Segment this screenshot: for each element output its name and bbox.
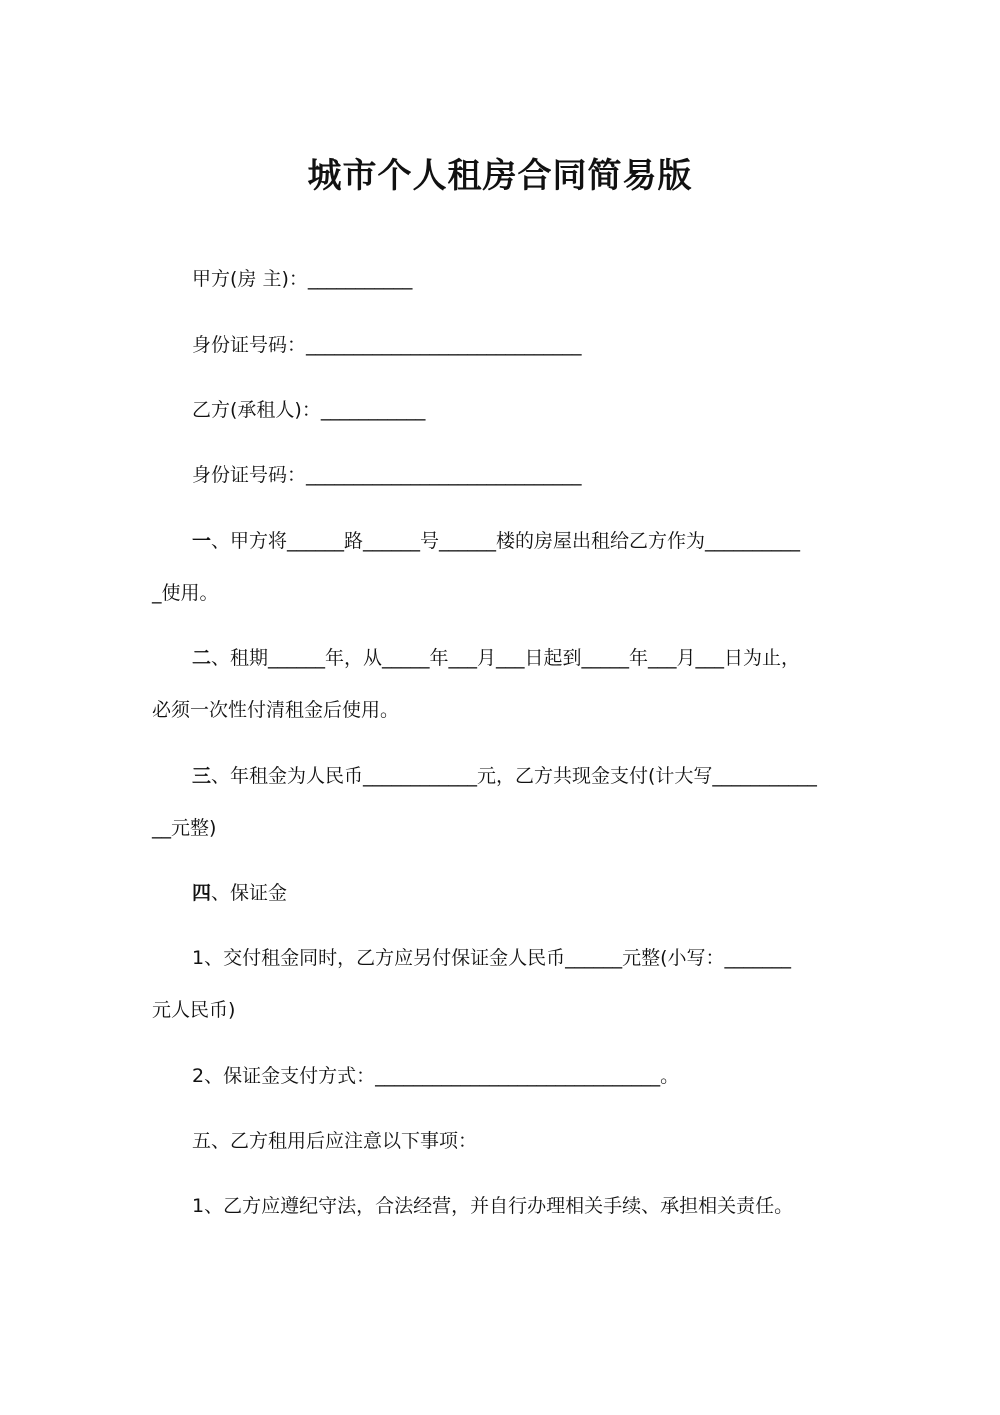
clause-3-line-1: [192, 763, 817, 789]
document-title: 城市个人租房合同简易版: [307, 156, 693, 196]
clause-4-heading: [192, 880, 287, 906]
clause-3-text: 、年租金为人民币____________元，乙方共现金支付(计大写___________: [211, 765, 817, 787]
landlord-field: 甲方(房 主)：___________: [192, 268, 413, 290]
clause-5-item-1: 1、乙方应遵纪守法，合法经营，并自行办理相关手续、承担相关责任。: [192, 1195, 794, 1217]
deposit-item-1-line-2: 元人民币): [152, 999, 236, 1021]
clause-1-line-1: [192, 528, 800, 554]
deposit-item-1-line-1: 1、交付租金同时，乙方应另付保证金人民币______元整(小写：_______: [192, 947, 792, 969]
clause-1-text: 、甲方将______路______号______楼的房屋出租给乙方作为__________: [211, 530, 801, 552]
clause-2-line-2: 必须一次性付清租金后使用。: [152, 699, 400, 721]
clause-1-number: 一: [192, 530, 212, 552]
landlord-id-field: 身份证号码：_____________________________: [192, 334, 582, 356]
clause-5-heading: 五、乙方租用后应注意以下事项：: [192, 1130, 478, 1152]
clause-3-line-2: __元整): [152, 817, 217, 839]
clause-2-line-1: [192, 645, 800, 671]
clause-1-line-2: _使用。: [152, 582, 219, 604]
tenant-field: 乙方(承租人)：___________: [192, 399, 426, 421]
clause-4-heading-text: 、保证金: [211, 882, 288, 904]
clause-2-number: 二: [192, 647, 212, 669]
tenant-id-field: 身份证号码：_____________________________: [192, 464, 582, 486]
deposit-item-2: 2、保证金支付方式：______________________________。: [192, 1065, 680, 1087]
clause-2-text: 、租期______年，从_____年___月___日起到_____年___月___日为止，: [211, 647, 801, 669]
clause-3-number: 三: [192, 765, 212, 787]
clause-4-number: 四: [192, 882, 212, 904]
